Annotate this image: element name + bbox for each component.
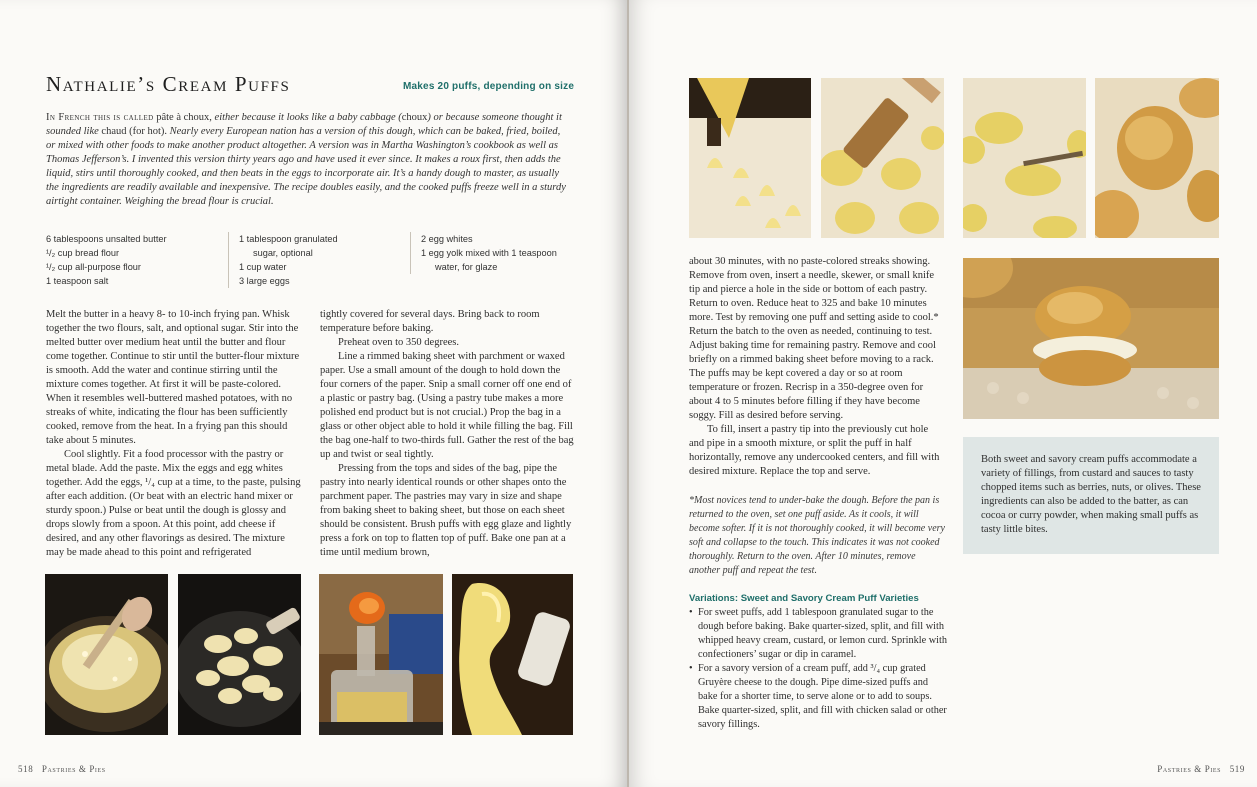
intro-seg3: (for hot). <box>129 126 168 137</box>
method-paragraph: Melt the butter in a heavy 8- to 10-inch frying pan. Whisk together the two flours, salt, and optional sugar. Stir into the melted butter over medium heat until the butter and flour come together. Continue to stir until the butter-flour mixture is smooth. Add the water and continue stirring until the mixture comes together. At first it will be paste-colored. When it resembles well-buttered mashed potatoes, with no streaks of white, indicating the flour has been sufficiently cooked, remove from the heat. In a frying pan this should take about 5 minutes. <box>46 309 300 446</box>
ingredient-item: 1 tablespoon granulated <box>239 234 338 244</box>
intro-seg1: either because it looks like a baby cabbage ( <box>214 112 402 123</box>
ingredient-item: 1 cup water <box>239 262 287 272</box>
folio-left <box>18 764 106 774</box>
recipe-title: Nathalie’s Cream Puffs <box>46 72 291 96</box>
method-paragraph: Line a rimmed baking sheet with parchment or waxed paper. Use a small amount of the dough to hold down the four corners of the paper. Snip a small corner off one end of a plastic or pastry bag. (Using a pastry tube makes a more polished end product but is not crucial.) Prop the bag in a glass or other object able to hold it while filling the bag. Fill the bag one-half to two-thirds full. Gather the rest of the bag up and twist or seal tightly. <box>320 351 574 460</box>
method-paragraph: Pressing from the tops and sides of the bag, pipe the pastry into nearly identical rounds or other shapes onto the parchment paper. The pastries may vary in size and shape from baking sheet to baking sheet, but those on each sheet should be consistent. Brush puffs with egg glaze and lightly press a fork on top to flatten top of puff. Bake one pan at a time until medium brown, <box>320 463 572 558</box>
variation-text: For a savory version of a cream puff, add ³/₄ cup grated Gruyère cheese to the dough. Pipe dime-sized puffs and bake for a shorter time, to serve alone or to add to soups. Bake quarter-sized, split, and fill with chicken salad or other savory fillings. <box>698 663 947 730</box>
intro-chaud: chaud <box>101 126 127 137</box>
section-name: Pastries & Pies <box>1157 764 1222 774</box>
photo-egg-glaze-brush <box>821 78 944 238</box>
method-paragraph: Preheat oven to 350 degrees. <box>338 337 460 348</box>
fillings-sidebar <box>963 437 1219 554</box>
variations-heading: Variations: Sweet and Savory Cream Puff Varieties <box>689 593 919 604</box>
photo-food-processor <box>319 574 443 735</box>
left-page <box>0 0 628 787</box>
baking-note: *Most novices tend to under-bake the dough. Before the pan is returned to the oven, set one puff aside. As it cools, it will become softer. If it is not thoroughly cooked, it will become very soft and collapse to the touch. This indicates it was not cooked thoroughly. Return to the oven. After 10 minutes, remove another puff and repeat the test. <box>689 495 945 576</box>
recipe-yield: Makes 20 puffs, depending on size <box>403 81 575 92</box>
variation-item <box>689 662 949 732</box>
ingredient-item: 3 large eggs <box>239 276 290 286</box>
photo-butter-flour-pan <box>45 574 168 735</box>
ingredient-item: 1 egg yolk mixed with 1 teaspoon <box>421 248 557 258</box>
section-name: Pastries & Pies <box>41 764 106 774</box>
photo-piping-bag <box>689 78 811 238</box>
intro-choux: choux <box>401 112 428 123</box>
ingredients-column-3 <box>410 232 581 274</box>
sidebar-text: Both sweet and savory cream puffs accommodate a variety of fillings, from custard and sauces to tasty chopped items such as berries, nuts, or olives. These ingredients can also be added to the batter, as can cocoa or curry powder, when making small puffs as tasty little bites. <box>981 454 1201 535</box>
bullet-icon: • <box>689 663 693 674</box>
ingredients-column-2 <box>228 232 399 288</box>
method-paragraph: tightly covered for several days. Bring back to room temperature before baking. <box>320 309 540 334</box>
right-page <box>629 0 1257 787</box>
ingredient-item: 2 egg whites <box>421 234 473 244</box>
photo-baked-puffs <box>1095 78 1219 238</box>
method-column-1 <box>46 308 304 560</box>
variation-item <box>689 606 949 662</box>
folio-right <box>1157 764 1245 774</box>
ingredients-column-1 <box>46 232 216 288</box>
photo-filled-cream-puff <box>963 258 1219 419</box>
intro-rest: Nearly every European nation has a version of this dough, which can be baked, fried, boiled, or mixed with other foods to make another product altogether. A version was in Martha Washington’s cookbook as well as Thomas Jefferson’s. I invented this version thirty years ago and have used it ever since. It makes a roux first, then adds the liquid, stirs until thoroughly cooked, and then beats in the eggs to incorporate air. It’s a handy dough to master, as usually the ingredients are readily available and inexpensive. The recipe doubles easily, and the cooked puffs freeze well in a sturdy airtight container. Weighing the bread flour is crucial. <box>46 126 566 207</box>
ingredient-item-cont: water, for glaze <box>435 262 498 272</box>
photo-fork-flatten <box>963 78 1086 238</box>
intro-term: pâte à choux, <box>156 112 212 123</box>
bullet-icon: • <box>689 607 693 618</box>
variation-text: For sweet puffs, add 1 tablespoon granulated sugar to the dough before baking. Bake quarter-sized, split, and fill with whipped heavy cream, custard, or lemon curd. Sprinkle with confectioners’ sugar or dip in caramel. <box>698 607 948 660</box>
photo-dough-on-spatula <box>452 574 573 735</box>
ingredient-item: ¹/₂ cup all-purpose flour <box>46 262 141 272</box>
page-number: 519 <box>1229 764 1245 774</box>
recipe-intro <box>46 111 566 209</box>
method-column-2 <box>320 308 575 560</box>
method-paragraph: Cool slightly. Fit a food processor with the pastry or metal blade. Add the paste. Mix the eggs and egg whites together. Add the eggs, ¹/₄ cup at a time, to the paste, pulsing after each addition. (Or beat with an electric hand mixer or sturdy spoon.) Pulse or beat until the dough is glossy and drops slowly from a spoon. At this point, add cheese if desired, and any other flavorings as desired. The mixture may be made ahead to this point and refrigerated <box>46 449 301 558</box>
ingredient-item-cont: sugar, optional <box>253 248 313 258</box>
method-paragraph: To fill, insert a pastry tip into the previously cut hole and pipe in a smooth mixture, or split the puff in half horizontally, remove any undercooked centers, and fill with desired mixture. Replace the top and serve. <box>689 424 940 477</box>
photo-paste-cooking <box>178 574 301 735</box>
ingredient-item: 1 teaspoon salt <box>46 276 109 286</box>
method-column-3 <box>689 255 945 479</box>
intro-seg2: ) or because someone thought it sounded like <box>46 112 562 137</box>
variations-list <box>689 606 949 732</box>
ingredient-item: ¹/₂ cup bread flour <box>46 248 120 258</box>
ingredients-list <box>46 232 576 286</box>
intro-lead: In French this is called <box>46 112 154 123</box>
ingredient-item: 6 tablespoons unsalted butter <box>46 234 167 244</box>
page-number: 518 <box>18 764 34 774</box>
method-paragraph: about 30 minutes, with no paste-colored streaks showing. Remove from oven, insert a needle, skewer, or small knife tip and pierce a hole in the side or bottom of each pastry. Return to oven. Reduce heat to 325 and bake 10 minutes more. Test by removing one puff and setting aside to cool.* Return the batch to the oven as needed, continuing to test. Adjust baking time for remaining pastry. Remove and cool briefly on a rimmed baking sheet before moving to a rack. The puffs may be kept covered a day or so at room temperature or frozen. Recrisp in a 350-degree oven for about 4 to 5 minutes before filling if they have become soggy. Fill as desired before serving. <box>689 256 939 421</box>
